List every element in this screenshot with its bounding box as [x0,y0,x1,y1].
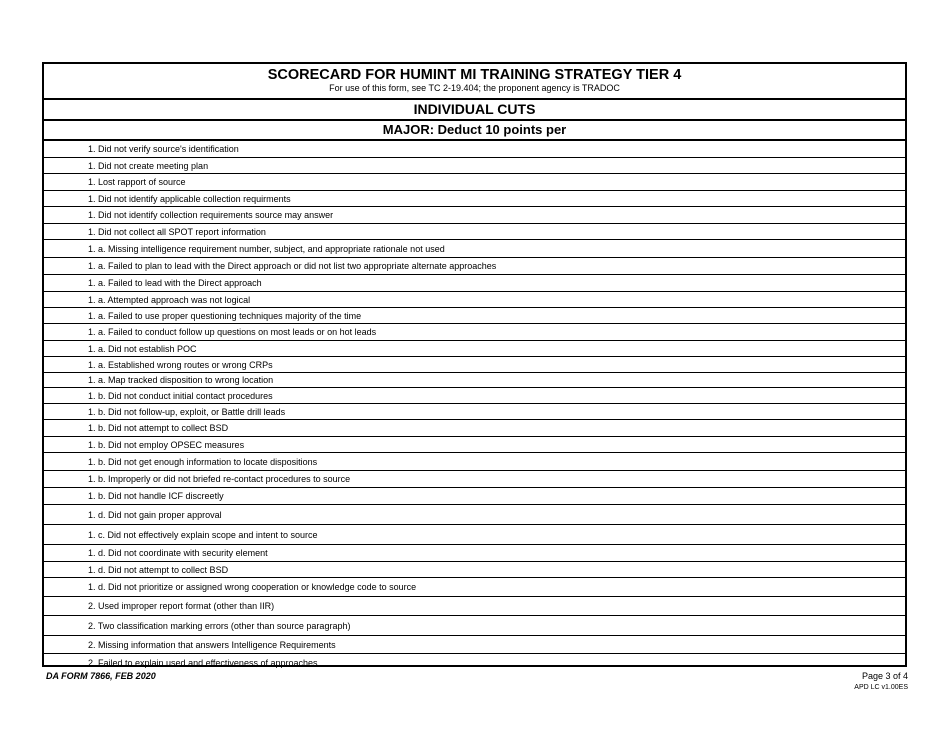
list-item: 1. b. Did not follow-up, exploit, or Battle drill leads [44,404,905,420]
subsection-heading: MAJOR: Deduct 10 points per [44,121,905,141]
list-item: 1. a. Failed to use proper questioning techniques majority of the time [44,308,905,324]
list-item: 1. a. Missing intelligence requirement number, subject, and appropriate rationale not used [44,240,905,258]
list-item: 1. Did not identify applicable collection requirments [44,191,905,207]
list-item: 1. a. Failed to lead with the Direct approach [44,275,905,292]
form-subtitle: For use of this form, see TC 2-19.404; the proponent agency is TRADOC [329,83,620,93]
list-item: 2. Used improper report format (other than IIR) [44,597,905,616]
list-item: 2. Failed to explain used and effectiveness of approaches [88,657,318,668]
list-item: 1. Did not create meeting plan [44,158,905,174]
section-heading: INDIVIDUAL CUTS [44,100,905,121]
list-item: 1. c. Did not effectively explain scope and intent to source [44,525,905,545]
list-item: 2. Missing information that answers Intelligence Requirements [44,636,905,654]
form-header [44,64,905,100]
list-item: 1. Lost rapport of source [44,174,905,191]
list-item: 1. b. Improperly or did not briefed re-contact procedures to source [44,471,905,488]
list-item: 1. d. Did not attempt to collect BSD [44,562,905,578]
list-item: 1. b. Did not attempt to collect BSD [44,420,905,437]
cuts-list [44,141,905,671]
list-item: 1. a. Attempted approach was not logical [44,292,905,308]
form-title: SCORECARD FOR HUMINT MI TRAINING STRATEGY TIER 4 [267,67,682,83]
list-item: 1. Did not collect all SPOT report information [44,224,905,240]
list-item: 1. b. Did not get enough information to locate dispositions [44,453,905,471]
list-item: 1. Did not identify collection requirements source may answer [44,207,905,224]
list-item: 1. Did not verify source's identification [44,141,905,158]
scorecard-form [42,62,907,667]
form-number: DA FORM 7866, FEB 2020 [46,671,156,681]
list-item: 1. b. Did not handle ICF discreetly [44,488,905,505]
page-number: Page 3 of 4 [861,671,908,681]
list-item: 1. b. Did not conduct initial contact procedures [44,388,905,404]
list-item: 1. a. Failed to plan to lead with the Direct approach or did not list two appropriate alternate approaches [44,258,905,275]
list-item: 1. a. Failed to conduct follow up questions on most leads or on hot leads [44,324,905,341]
version-label: APD LC v1.00ES [854,684,908,691]
list-item: 1. d. Did not prioritize or assigned wrong cooperation or knowledge code to source [44,578,905,597]
list-item: 1. a. Did not establish POC [44,341,905,357]
list-item: 1. a. Map tracked disposition to wrong location [44,373,905,388]
list-item: 1. d. Did not coordinate with security element [44,545,905,562]
list-item: 1. a. Established wrong routes or wrong CRPs [44,357,905,373]
list-item: 1. d. Did not gain proper approval [44,505,905,525]
list-item: 2. Two classification marking errors (other than source paragraph) [44,616,905,636]
list-item: 1. b. Did not employ OPSEC measures [44,437,905,453]
